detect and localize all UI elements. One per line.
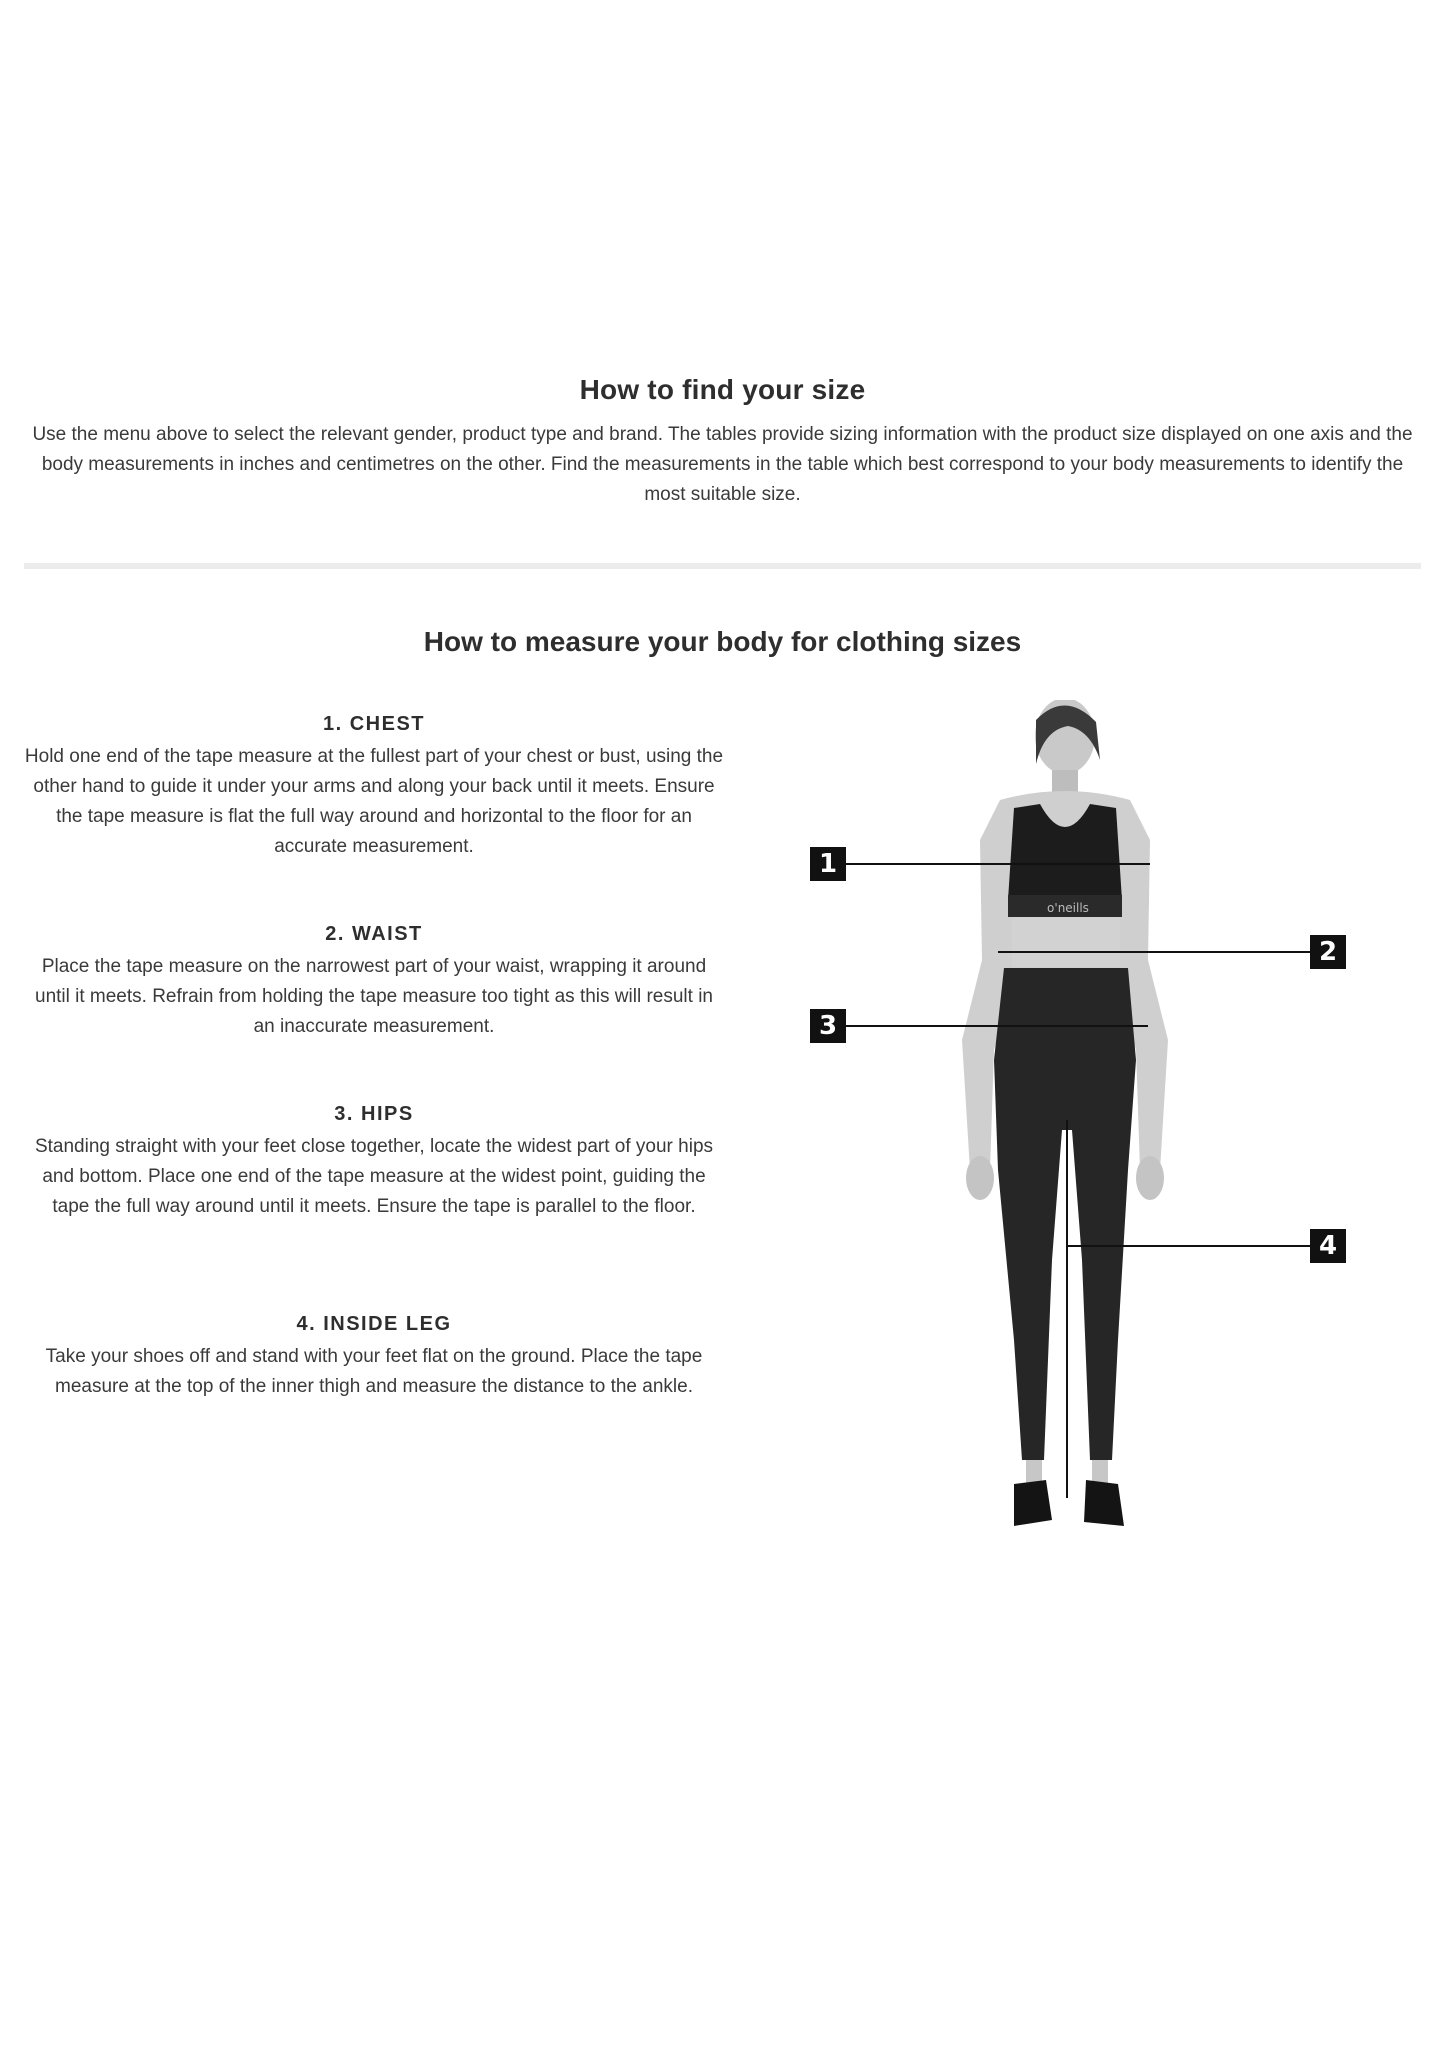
marker-inside-leg: 4 bbox=[1310, 1229, 1346, 1263]
step-text: Place the tape measure on the narrowest part of your waist, wrapping it around until it meets. Refrain from holding the tape measure too tight as this will result in an inaccurate measurement. bbox=[35, 956, 713, 1037]
step-heading: 2. WAIST bbox=[325, 923, 423, 945]
figure-brand-text: o'neills bbox=[1047, 901, 1089, 915]
step-hips bbox=[24, 1103, 724, 1222]
measure-title: How to measure your body for clothing sizes bbox=[423, 626, 1022, 657]
step-inside-leg bbox=[24, 1313, 724, 1402]
step-text: Standing straight with your feet close together, locate the widest part of your hips and bottom. Place one end of the tape measure at the widest point, guiding the tape the full way around until it meets. Ensure the tape is parallel to the floor. bbox=[34, 1136, 714, 1217]
step-heading: 4. INSIDE LEG bbox=[296, 1313, 452, 1335]
step-chest bbox=[24, 713, 724, 862]
body-measurement-figure bbox=[800, 700, 1360, 1600]
step-heading: 3. HIPS bbox=[334, 1103, 414, 1125]
find-size-section bbox=[0, 374, 1445, 510]
find-size-description: Use the menu above to select the relevant gender, product type and brand. The tables provide sizing information with the product size displayed on one axis and the body measurements in inches and centimetres on the other. Find the measurements in the table which best correspond to your body measurements to identify the most suitable size. bbox=[32, 424, 1413, 505]
find-size-title: How to find your size bbox=[579, 374, 866, 405]
model-midriff bbox=[1012, 917, 1120, 967]
model-left-hand bbox=[966, 1156, 994, 1200]
step-waist bbox=[24, 923, 724, 1042]
marker-hips: 3 bbox=[810, 1009, 846, 1043]
section-divider bbox=[24, 563, 1421, 569]
model-right-hand bbox=[1136, 1156, 1164, 1200]
marker-waist: 2 bbox=[1310, 935, 1346, 969]
model-right-shoe bbox=[1084, 1480, 1124, 1526]
model-left-ankle bbox=[1026, 1460, 1042, 1484]
step-text: Take your shoes off and stand with your feet flat on the ground. Place the tape measure at the top of the inner thigh and measure the distance to the ankle. bbox=[45, 1346, 703, 1397]
model-leggings bbox=[994, 968, 1136, 1460]
model-left-shoe bbox=[1014, 1480, 1052, 1526]
model-neck bbox=[1052, 770, 1078, 792]
marker-chest: 1 bbox=[810, 847, 846, 881]
step-text: Hold one end of the tape measure at the fullest part of your chest or bust, using the other hand to guide it under your arms and along your back until it meets. Ensure the tape measure is flat the full way around and horizontal to the floor for an accurate measurement. bbox=[24, 746, 724, 857]
model-illustration bbox=[800, 700, 1360, 1600]
model-right-ankle bbox=[1092, 1460, 1108, 1484]
step-heading: 1. CHEST bbox=[322, 713, 426, 735]
